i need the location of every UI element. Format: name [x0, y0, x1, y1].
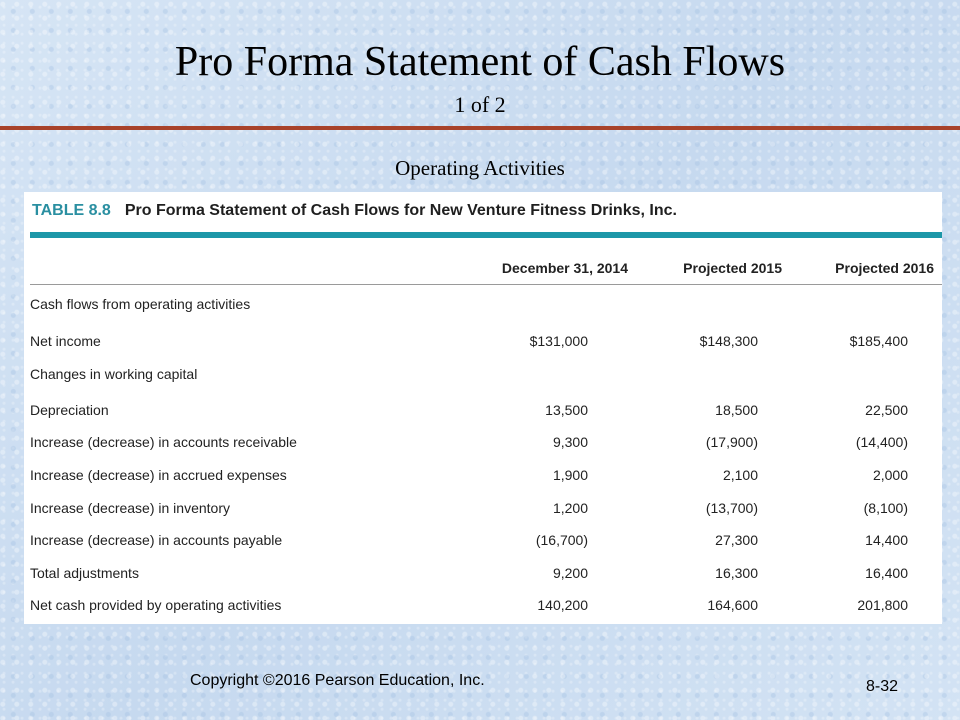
column-header-2016: Projected 2016: [835, 260, 934, 276]
cell-2014: (16,700): [535, 532, 588, 548]
table-row: [30, 496, 942, 522]
cell-2014: 9,300: [552, 434, 588, 450]
cell-2015: 2,100: [722, 467, 758, 483]
cell-2016: (14,400): [855, 434, 908, 450]
cell-2016: 22,500: [865, 402, 908, 418]
cell-2015: (17,900): [705, 434, 758, 450]
row-label: Increase (decrease) in accrued expenses: [30, 467, 287, 483]
row-label: Increase (decrease) in accounts receivable: [30, 434, 297, 450]
table-row: [30, 362, 942, 388]
table-number: TABLE 8.8: [32, 202, 111, 219]
slide-title: Pro Forma Statement of Cash Flows: [174, 39, 786, 85]
copyright-notice: Copyright ©2016 Pearson Education, Inc.: [190, 672, 485, 689]
cell-2016: 14,400: [865, 532, 908, 548]
row-label: Net cash provided by operating activities: [30, 597, 282, 613]
table-row: [30, 398, 942, 424]
slide-subtitle: 1 of 2: [454, 92, 506, 117]
table-row: [30, 292, 942, 318]
cell-2015: 27,300: [715, 532, 758, 548]
title-divider: [0, 126, 960, 130]
cell-2015: 164,600: [707, 597, 758, 613]
table-row: [30, 561, 942, 587]
cell-2016: 2,000: [872, 467, 908, 483]
cell-2015: $148,300: [699, 333, 758, 349]
cell-2014: 9,200: [552, 565, 588, 581]
row-label: Changes in working capital: [30, 366, 198, 382]
table-panel: [24, 192, 942, 624]
cell-2016: 16,400: [865, 565, 908, 581]
table-row: [30, 430, 942, 456]
cell-2015: (13,700): [705, 500, 758, 516]
table-row: [30, 528, 942, 554]
row-label: Total adjustments: [30, 565, 139, 581]
cell-2014: 1,900: [552, 467, 588, 483]
column-header-2014: December 31, 2014: [501, 260, 628, 276]
cell-2015: 16,300: [715, 565, 758, 581]
row-label: Depreciation: [30, 402, 109, 418]
cell-2014: 13,500: [545, 402, 588, 418]
row-label: Net income: [30, 333, 101, 349]
cell-2015: 18,500: [715, 402, 758, 418]
cell-2014: $131,000: [529, 333, 588, 349]
column-header-2015: Projected 2015: [683, 260, 782, 276]
cell-2016: $185,400: [849, 333, 908, 349]
table-header-bar: [30, 232, 942, 238]
cell-2016: 201,800: [857, 597, 908, 613]
table-row: [30, 593, 942, 619]
table-caption: [32, 202, 677, 220]
cell-2014: 1,200: [552, 500, 588, 516]
cell-2014: 140,200: [537, 597, 588, 613]
row-label: Increase (decrease) in inventory: [30, 500, 230, 516]
row-label: Increase (decrease) in accounts payable: [30, 532, 283, 548]
table-row: [30, 463, 942, 489]
table-row: [30, 329, 942, 355]
cell-2016: (8,100): [863, 500, 908, 516]
table-title: Pro Forma Statement of Cash Flows for New Venture Fitness Drinks, Inc.: [124, 202, 677, 219]
row-label: Cash flows from operating activities: [30, 296, 251, 312]
table-header-row: [30, 248, 942, 285]
section-label: Operating Activities: [395, 156, 565, 180]
page-number: 8-32: [865, 678, 898, 695]
